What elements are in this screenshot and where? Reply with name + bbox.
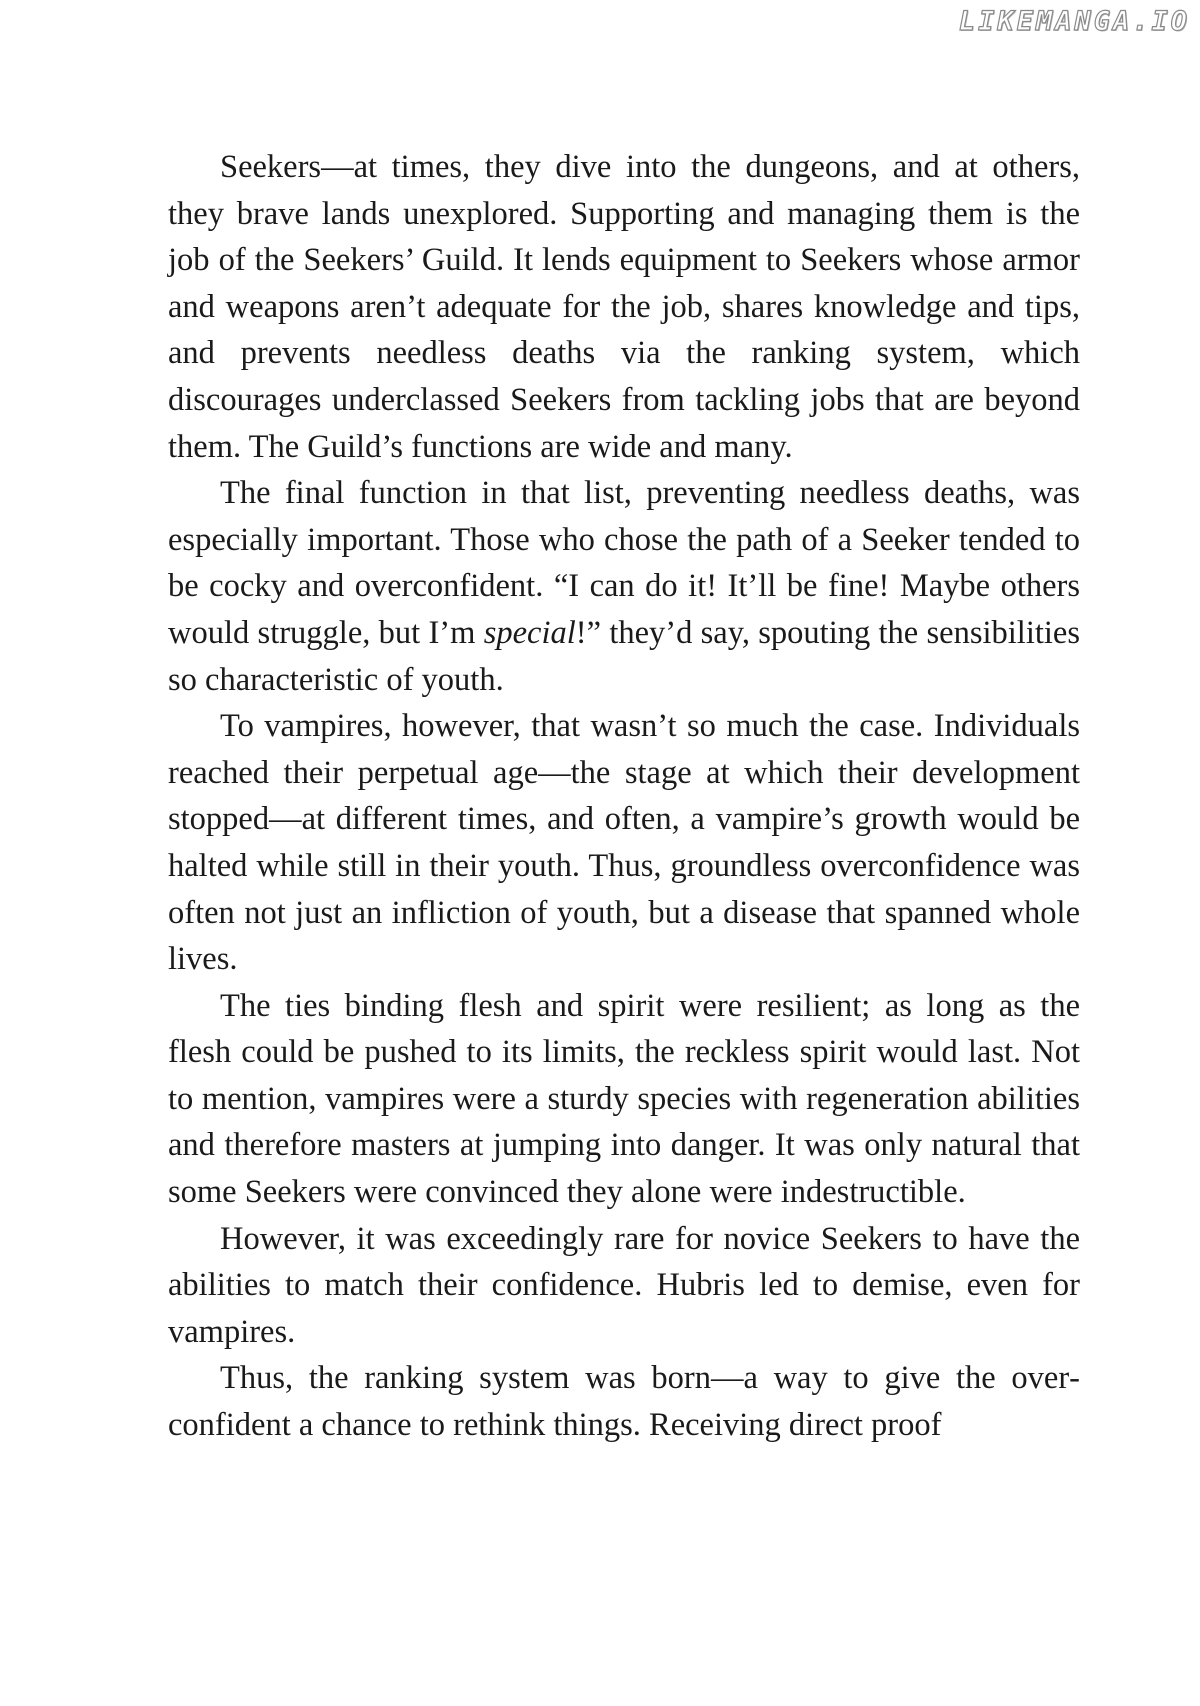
page-body: [168, 144, 1080, 1449]
paragraph-2-emphasis: special: [483, 614, 576, 651]
paragraph-6: Thus, the ranking system was born—a way to give the overconfident a chance to rethink things. Receiving direct proof: [168, 1360, 1080, 1444]
paragraph-2-text-after: !” they’d say, spouting the sensibilities so characteristic of youth.: [168, 614, 1080, 698]
paragraph-2-text-before: The final function in that list, preventing needless deaths, was especially important. Those who chose the path of a Seeker tended to be cocky and overconfident. “I can do it! It’ll be fine! Maybe others would struggle, but I’m: [168, 475, 1080, 651]
paragraph-1: Seekers—at times, they dive into the dungeons, and at others, they brave lands unexplored. Supporting and managing them is the job of the Seekers’ Guild. It lends equipment to Seekers whose armor and weapons aren’t adequate for the job, shares knowledge and tips, and prevents needless deaths via the ranking system, which discourages underclassed Seekers from tackling jobs that are beyond them. The Guild’s functions are wide and many.: [168, 149, 1080, 465]
paragraph-5: However, it was exceedingly rare for novice Seekers to have the abilities to match their confidence. Hubris led to demise, even for vampires.: [168, 1220, 1080, 1350]
paragraph-2: [168, 470, 1080, 703]
site-watermark: LIKEMANGA.IO: [958, 6, 1190, 37]
paragraph-3: To vampires, however, that wasn’t so much the case. Individuals reached their perpetual age—the stage at which their development stopped—at different times, and often, a vampire’s growth would be halted while still in their youth. Thus, groundless overconfidence was often not just an infliction of youth, but a disease that spanned whole lives.: [168, 708, 1080, 978]
paragraph-4: The ties binding flesh and spirit were resilient; as long as the flesh could be pushed to its limits, the reckless spirit would last. Not to mention, vampires were a sturdy species with regeneration abilities and therefore masters at jumping into danger. It was only natural that some Seekers were convinced they alone were indestructible.: [168, 987, 1080, 1211]
